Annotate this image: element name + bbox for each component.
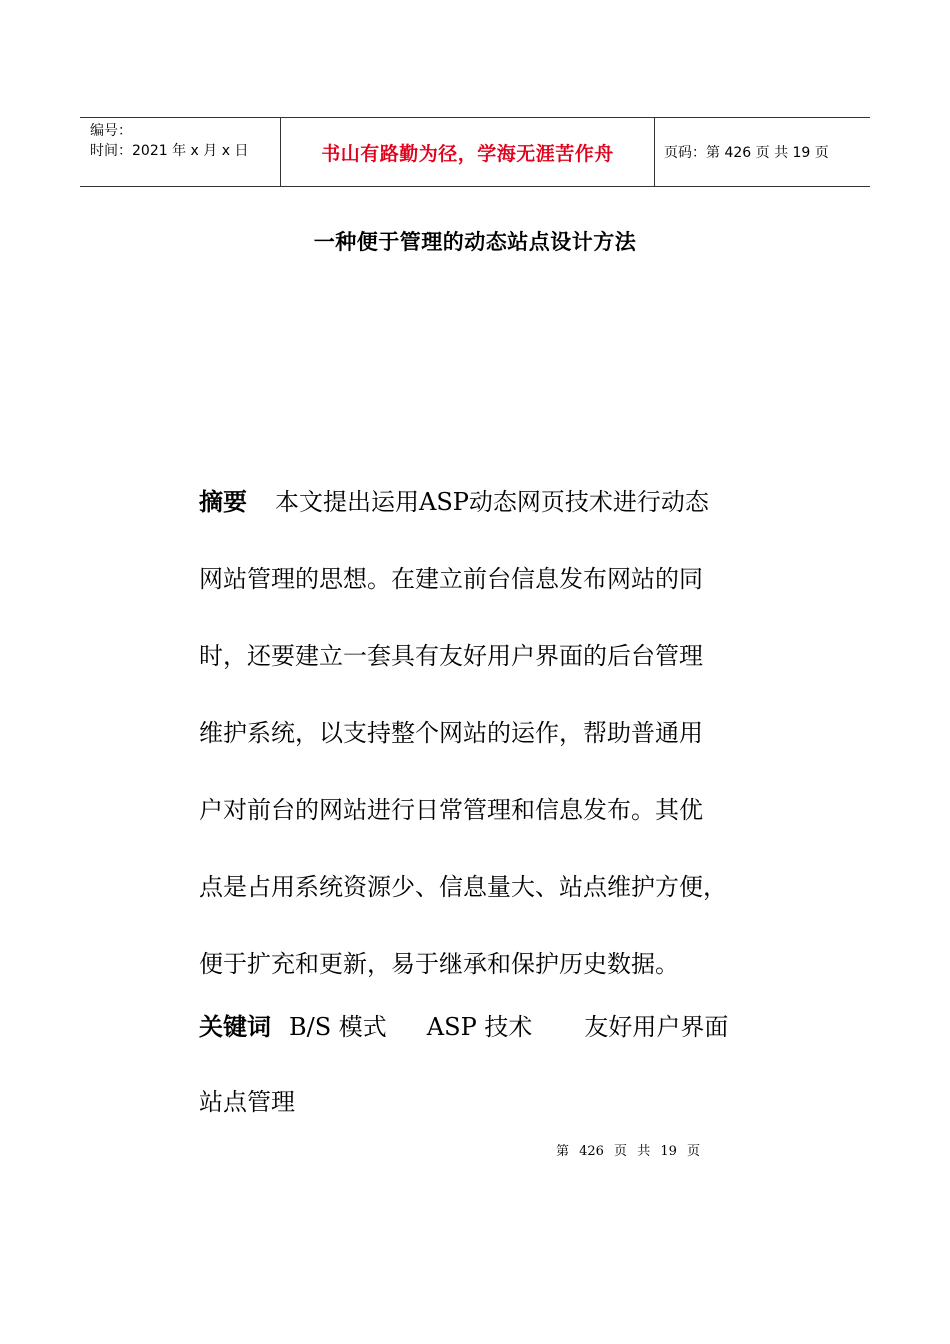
abstract-label: 摘要 [199,488,247,516]
header-motto-cell [281,118,655,186]
header-page-cell [655,118,870,186]
motto-text: 书山有路勤为径，学海无涯苦作舟 [321,142,614,165]
footer-page-number: 第 426 页 共 19 页 [555,1144,701,1159]
abstract-line: 网站管理的思想。在建立前台信息发布网站的同 [199,565,703,593]
document-title: 一种便于管理的动态站点设计方法 [313,230,637,254]
keyword-item: ASP 技术 [426,1013,533,1041]
time-label: 时间：2021 年 x 月 x 日 [90,143,249,159]
keyword-item: B/S 模式 [289,1013,387,1041]
keyword-item: 友好用户界面 [584,1013,729,1041]
document-header-table [80,117,870,187]
abstract-line: 户对前台的网站进行日常管理和信息发布。其优 [199,796,703,824]
keywords-label: 关键词 [199,1013,271,1041]
keyword-item: 站点管理 [199,1088,295,1116]
number-label: 编号： [90,123,132,139]
abstract-line-text: 本文提出运用ASP动态网页技术进行动态 [275,488,709,516]
abstract-section [199,480,799,1157]
page-footer [0,1140,950,1159]
page-info: 页码：第 426 页 共 19 页 [664,145,829,161]
abstract-line: 便于扩充和更新，易于继承和保护历史数据。 [199,950,679,978]
abstract-line: 维护系统，以支持整个网站的运作，帮助普通用 [199,719,703,747]
abstract-line [199,480,799,557]
abstract-line: 点是占用系统资源少、信息量大、站点维护方便， [199,873,727,901]
abstract-line: 时，还要建立一套具有友好用户界面的后台管理 [199,642,703,670]
header-meta-cell [80,118,281,186]
keywords-line [199,1005,799,1080]
